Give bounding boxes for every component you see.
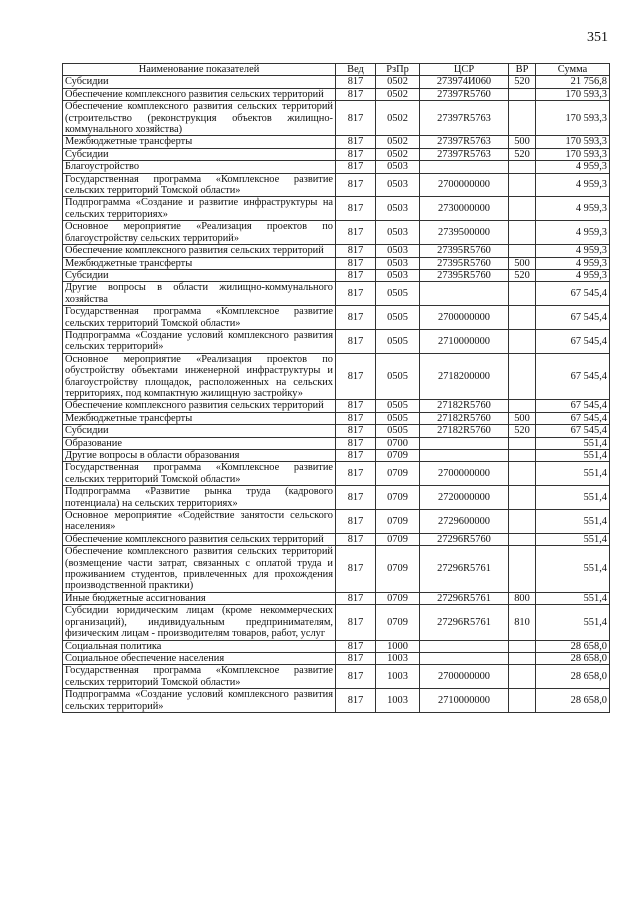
cell-name: Обеспечение комплексного развития сельских территорий [63,88,336,100]
table-row [63,101,610,136]
cell-csr: 2720000000 [420,486,509,510]
cell-sum: 551,4 [536,533,610,545]
cell-ved: 817 [336,450,376,462]
cell-sum: 4 959,3 [536,257,610,269]
cell-ved: 817 [336,400,376,412]
cell-csr: 27397R5763 [420,148,509,160]
cell-rzpr: 0505 [376,425,420,437]
cell-rzpr: 1003 [376,689,420,713]
cell-sum: 551,4 [536,546,610,593]
cell-name: Подпрограмма «Развитие рынка труда (кадрового потенциала) на сельских территориях» [63,486,336,510]
cell-csr: 27296R5761 [420,546,509,593]
table-row [63,221,610,245]
cell-sum: 170 593,3 [536,148,610,160]
cell-vr [509,437,536,449]
cell-name: Обеспечение комплексного развития сельских территорий [63,533,336,545]
cell-csr: 27397R5760 [420,88,509,100]
cell-csr: 2710000000 [420,329,509,353]
cell-ved: 817 [336,173,376,197]
cell-csr [420,640,509,652]
table-row [63,282,610,306]
cell-rzpr: 0505 [376,353,420,400]
cell-sum: 67 545,4 [536,412,610,424]
cell-ved: 817 [336,88,376,100]
cell-rzpr: 0505 [376,282,420,306]
cell-sum: 551,4 [536,592,610,604]
cell-rzpr: 0503 [376,269,420,281]
cell-csr: 27395R5760 [420,269,509,281]
cell-vr [509,400,536,412]
cell-ved: 817 [336,329,376,353]
cell-vr [509,306,536,330]
cell-sum: 67 545,4 [536,329,610,353]
cell-rzpr: 0503 [376,173,420,197]
cell-sum: 4 959,3 [536,245,610,257]
cell-name: Основное мероприятие «Содействие занятости сельского населения» [63,510,336,534]
cell-csr: 2718200000 [420,353,509,400]
cell-name: Субсидии [63,269,336,281]
cell-ved: 817 [336,221,376,245]
cell-ved: 817 [336,353,376,400]
cell-ved: 817 [336,510,376,534]
cell-sum: 67 545,4 [536,425,610,437]
table-row [63,76,610,88]
header-csr: ЦСР [420,64,509,76]
cell-rzpr: 0503 [376,161,420,173]
cell-csr: 27182R5760 [420,400,509,412]
table-row [63,245,610,257]
cell-ved: 817 [336,592,376,604]
table-row [63,510,610,534]
cell-rzpr: 0709 [376,510,420,534]
cell-ved: 817 [336,533,376,545]
cell-csr: 27296R5760 [420,533,509,545]
cell-name: Другие вопросы в области жилищно-коммунального хозяйства [63,282,336,306]
cell-ved: 817 [336,462,376,486]
cell-rzpr: 0502 [376,76,420,88]
cell-rzpr: 0709 [376,546,420,593]
table-row [63,269,610,281]
cell-rzpr: 0505 [376,329,420,353]
cell-sum: 170 593,3 [536,88,610,100]
cell-name: Межбюджетные трансферты [63,412,336,424]
cell-ved: 817 [336,689,376,713]
page-number: 351 [587,30,608,45]
table-body [63,76,610,713]
cell-csr: 27397R5763 [420,136,509,148]
cell-sum: 28 658,0 [536,665,610,689]
cell-name: Государственная программа «Комплексное развитие сельских территорий Томской области» [63,665,336,689]
cell-vr [509,353,536,400]
cell-vr: 500 [509,412,536,424]
cell-sum: 4 959,3 [536,161,610,173]
table-row [63,148,610,160]
cell-sum: 551,4 [536,486,610,510]
cell-sum: 67 545,4 [536,282,610,306]
table-row [63,652,610,664]
cell-rzpr: 0505 [376,306,420,330]
header-ved: Вед [336,64,376,76]
cell-rzpr: 0503 [376,257,420,269]
cell-ved: 817 [336,269,376,281]
cell-ved: 817 [336,652,376,664]
cell-name: Государственная программа «Комплексное развитие сельских территорий Томской области» [63,306,336,330]
cell-vr: 810 [509,605,536,640]
cell-rzpr: 0709 [376,605,420,640]
cell-name: Другие вопросы в области образования [63,450,336,462]
cell-ved: 817 [336,546,376,593]
cell-rzpr: 0505 [376,400,420,412]
table-row [63,450,610,462]
cell-rzpr: 0709 [376,462,420,486]
cell-ved: 817 [336,437,376,449]
cell-rzpr: 0502 [376,136,420,148]
cell-ved: 817 [336,665,376,689]
cell-ved: 817 [336,101,376,136]
cell-vr [509,462,536,486]
cell-sum: 67 545,4 [536,306,610,330]
cell-vr [509,510,536,534]
cell-name: Обеспечение комплексного развития сельских территорий (возмещение части затрат, связанных с оплатой труда и проживанием студентов, привлеченных для прохождения производственной практики) [63,546,336,593]
cell-vr: 520 [509,76,536,88]
cell-rzpr: 0700 [376,437,420,449]
cell-sum: 28 658,0 [536,689,610,713]
cell-rzpr: 1000 [376,640,420,652]
cell-rzpr: 0709 [376,533,420,545]
cell-ved: 817 [336,76,376,88]
header-rzpr: РзПр [376,64,420,76]
cell-name: Основное мероприятие «Реализация проектов по благоустройству сельских территорий» [63,221,336,245]
cell-csr: 27395R5760 [420,245,509,257]
table-row [63,173,610,197]
cell-vr [509,665,536,689]
table-row [63,136,610,148]
cell-sum: 551,4 [536,605,610,640]
cell-sum: 170 593,3 [536,101,610,136]
cell-ved: 817 [336,282,376,306]
cell-vr [509,101,536,136]
cell-rzpr: 0505 [376,412,420,424]
cell-csr [420,437,509,449]
cell-sum: 28 658,0 [536,652,610,664]
cell-ved: 817 [336,605,376,640]
cell-csr: 2710000000 [420,689,509,713]
cell-name: Субсидии юридическим лицам (кроме некоммерческих организаций), индивидуальным предпринимателям, физическим лицам - производителям товаров, работ, услуг [63,605,336,640]
cell-vr [509,197,536,221]
table-row [63,306,610,330]
cell-csr: 2700000000 [420,462,509,486]
cell-csr: 27182R5760 [420,425,509,437]
table-row [63,437,610,449]
cell-sum: 4 959,3 [536,173,610,197]
cell-vr: 520 [509,269,536,281]
cell-sum: 551,4 [536,462,610,486]
cell-vr [509,546,536,593]
table-row [63,533,610,545]
cell-ved: 817 [336,148,376,160]
cell-sum: 4 959,3 [536,197,610,221]
table-row [63,665,610,689]
cell-vr [509,221,536,245]
cell-name: Обеспечение комплексного развития сельских территорий [63,400,336,412]
cell-name: Субсидии [63,148,336,160]
cell-rzpr: 0503 [376,221,420,245]
table-row [63,605,610,640]
cell-ved: 817 [336,197,376,221]
cell-name: Образование [63,437,336,449]
cell-name: Подпрограмма «Создание и развитие инфраструктуры на сельских территориях» [63,197,336,221]
table-row [63,161,610,173]
cell-name: Иные бюджетные ассигнования [63,592,336,604]
header-sum: Сумма [536,64,610,76]
table-row [63,353,610,400]
header-vr: ВР [509,64,536,76]
table-row [63,88,610,100]
cell-ved: 817 [336,161,376,173]
cell-csr: 27296R5761 [420,605,509,640]
cell-vr: 500 [509,136,536,148]
cell-rzpr: 0502 [376,148,420,160]
budget-table [62,63,610,713]
cell-vr [509,245,536,257]
cell-csr: 27395R5760 [420,257,509,269]
cell-vr [509,88,536,100]
cell-vr [509,282,536,306]
table-row [63,592,610,604]
cell-csr: 27296R5761 [420,592,509,604]
table-row [63,400,610,412]
cell-rzpr: 1003 [376,665,420,689]
cell-csr: 2700000000 [420,173,509,197]
cell-name: Субсидии [63,76,336,88]
cell-vr [509,533,536,545]
cell-csr [420,652,509,664]
cell-rzpr: 0709 [376,486,420,510]
cell-rzpr: 0709 [376,450,420,462]
cell-vr [509,161,536,173]
cell-vr [509,640,536,652]
cell-name: Социальная политика [63,640,336,652]
table-row [63,412,610,424]
table-row [63,486,610,510]
cell-rzpr: 1003 [376,652,420,664]
cell-ved: 817 [336,486,376,510]
cell-name: Подпрограмма «Создание условий комплексного развития сельских территорий» [63,689,336,713]
cell-rzpr: 0502 [376,88,420,100]
table-row [63,689,610,713]
cell-sum: 551,4 [536,437,610,449]
cell-csr [420,282,509,306]
cell-rzpr: 0503 [376,197,420,221]
cell-sum: 21 756,8 [536,76,610,88]
cell-sum: 551,4 [536,450,610,462]
cell-sum: 170 593,3 [536,136,610,148]
cell-rzpr: 0503 [376,245,420,257]
cell-vr: 800 [509,592,536,604]
cell-name: Государственная программа «Комплексное развитие сельских территорий Томской области» [63,173,336,197]
cell-name: Межбюджетные трансферты [63,257,336,269]
table-row [63,640,610,652]
cell-csr: 273974И060 [420,76,509,88]
cell-rzpr: 0709 [376,592,420,604]
cell-csr: 2700000000 [420,306,509,330]
cell-vr [509,329,536,353]
cell-ved: 817 [336,245,376,257]
header-name: Наименование показателей [63,64,336,76]
cell-sum: 67 545,4 [536,400,610,412]
cell-name: Основное мероприятие «Реализация проектов по обустройству объектами инженерной инфраструктуры и благоустройству площадок, расположенных на сельских территориях, под компактную жилищную застройку» [63,353,336,400]
cell-rzpr: 0502 [376,101,420,136]
cell-name: Обеспечение комплексного развития сельских территорий [63,245,336,257]
cell-ved: 817 [336,412,376,424]
cell-sum: 67 545,4 [536,353,610,400]
cell-ved: 817 [336,136,376,148]
cell-name: Государственная программа «Комплексное развитие сельских территорий Томской области» [63,462,336,486]
cell-sum: 551,4 [536,510,610,534]
table-row [63,546,610,593]
cell-vr: 500 [509,257,536,269]
cell-name: Межбюджетные трансферты [63,136,336,148]
table-row [63,425,610,437]
cell-vr: 520 [509,425,536,437]
cell-vr: 520 [509,148,536,160]
cell-sum: 4 959,3 [536,221,610,245]
cell-csr: 2739500000 [420,221,509,245]
table-header [63,64,610,76]
table-row [63,462,610,486]
cell-ved: 817 [336,425,376,437]
cell-vr [509,173,536,197]
cell-vr [509,486,536,510]
cell-vr [509,652,536,664]
cell-ved: 817 [336,306,376,330]
table-row [63,329,610,353]
cell-ved: 817 [336,640,376,652]
cell-csr: 27397R5763 [420,101,509,136]
header-row [63,64,610,76]
cell-vr [509,450,536,462]
cell-name: Благоустройство [63,161,336,173]
cell-csr [420,161,509,173]
cell-name: Подпрограмма «Создание условий комплексного развития сельских территорий» [63,329,336,353]
table-row [63,197,610,221]
table-row [63,257,610,269]
cell-sum: 28 658,0 [536,640,610,652]
cell-name: Обеспечение комплексного развития сельских территорий (строительство (реконструкция объектов жилищно-коммунального хозяйства) [63,101,336,136]
cell-csr: 2729600000 [420,510,509,534]
cell-csr [420,450,509,462]
cell-vr [509,689,536,713]
cell-csr: 2730000000 [420,197,509,221]
cell-csr: 2700000000 [420,665,509,689]
cell-csr: 27182R5760 [420,412,509,424]
cell-sum: 4 959,3 [536,269,610,281]
cell-name: Социальное обеспечение населения [63,652,336,664]
cell-ved: 817 [336,257,376,269]
cell-name: Субсидии [63,425,336,437]
